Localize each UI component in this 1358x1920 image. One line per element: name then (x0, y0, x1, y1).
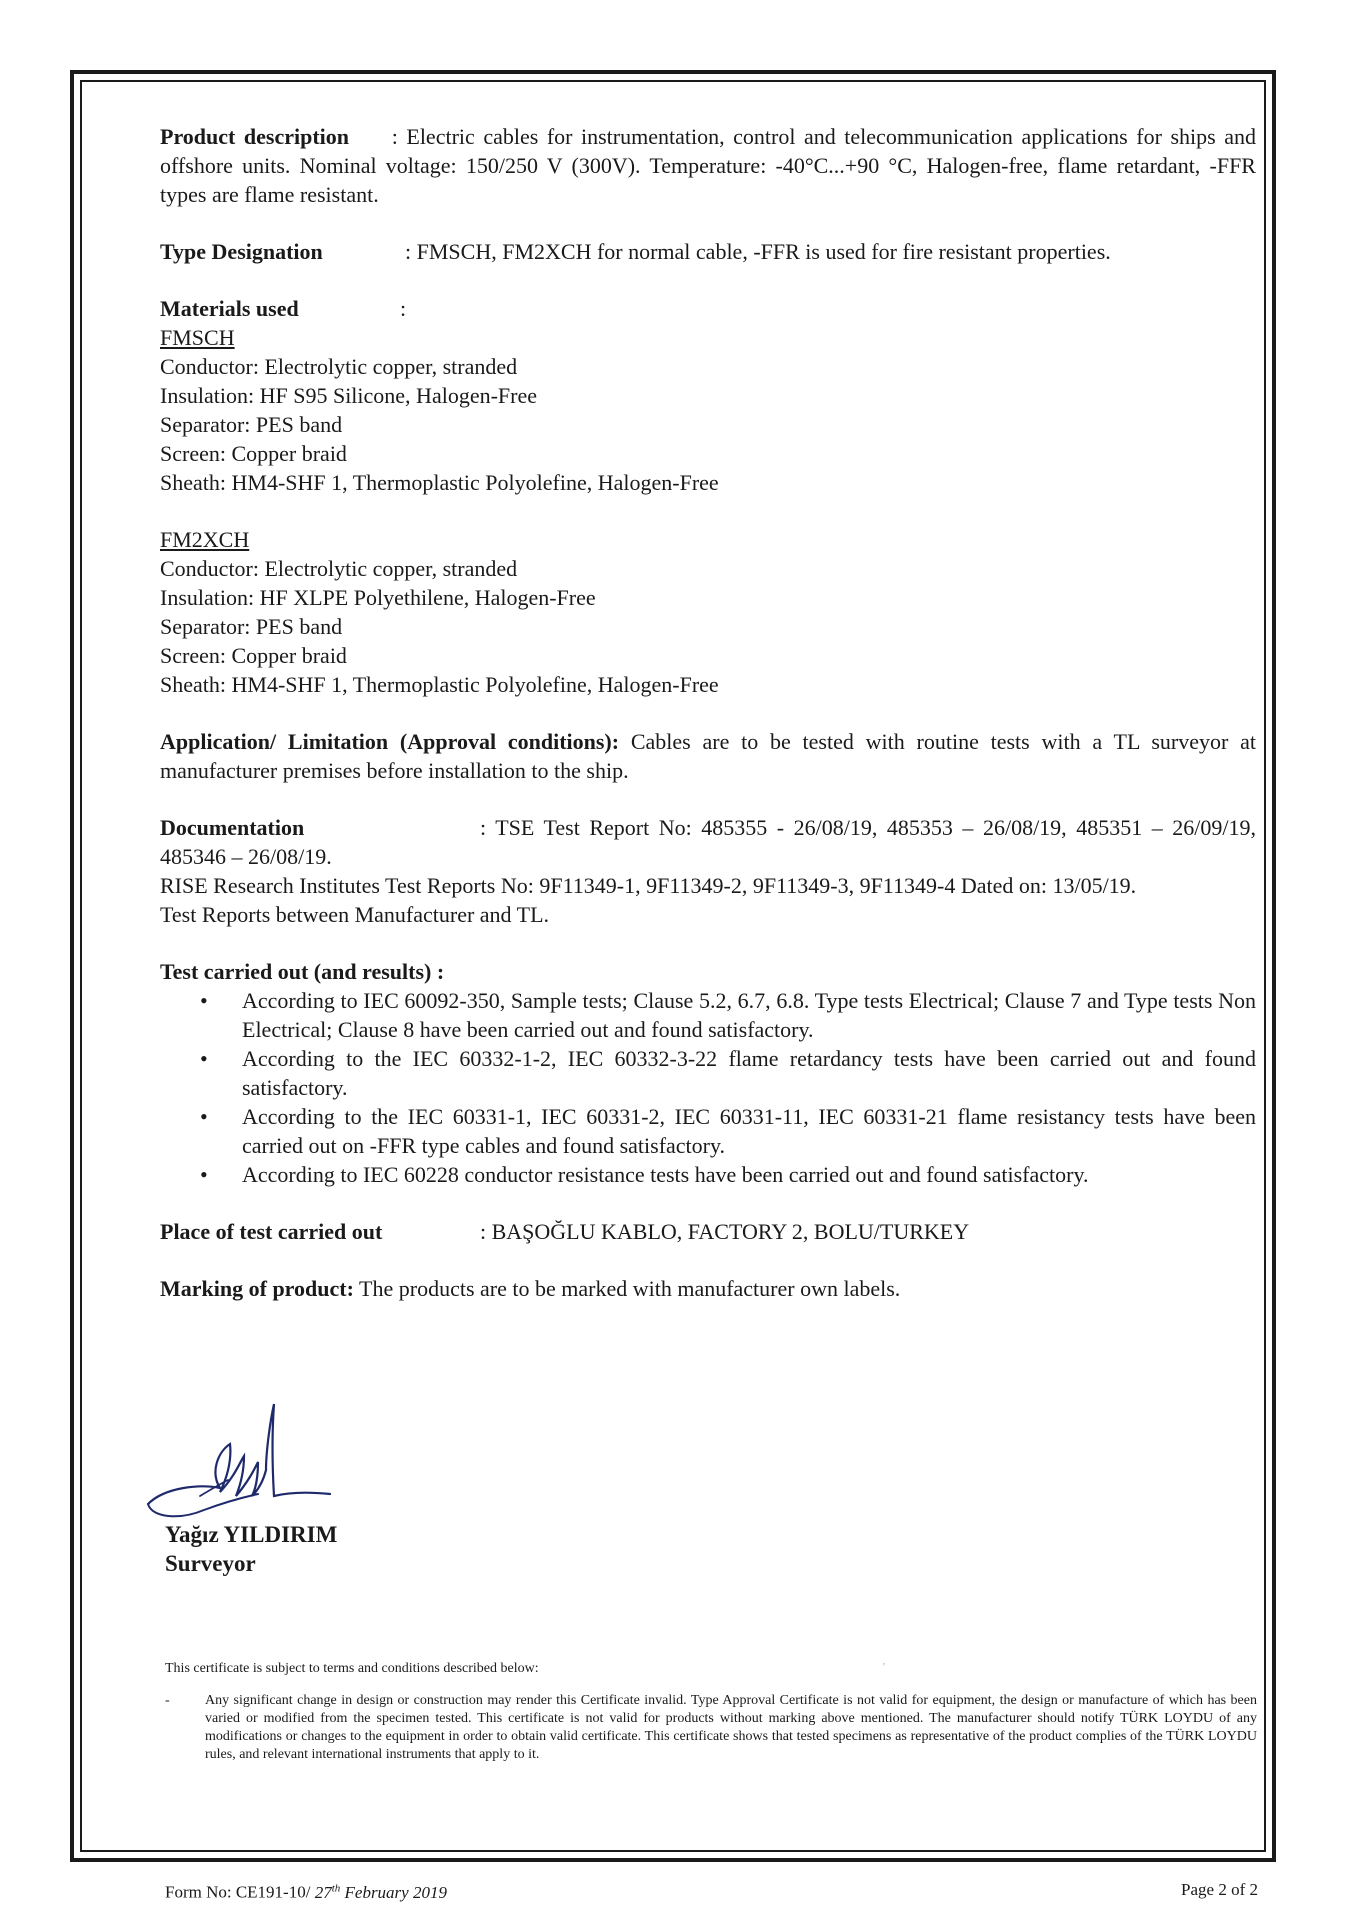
application-text: Cables are to be tested with routine tests with a TL surveyor at manufacturer premises before installation to the ship. (160, 729, 1256, 783)
product-description-text: : Electric cables for instrumentation, control and telecommunication applications for ships and offshore units. Nominal voltage: 150/250 V (300V). Temperature: -40°C...+90 °C, Halogen-free, flame retardant, -FFR types are flame resistant. (160, 124, 1257, 207)
terms-intro: This certificate is subject to terms and conditions described below: (165, 1661, 539, 1676)
terms-item-text: Any significant change in design or construction may render this Certificate invalid. Type Approval Certificate is not valid for equipment, the design or manufacture of which has been varied or modified from the specimen tested. This certificate is not valid for products without marking above mentioned. The manufacturer should notify TÜRK LOYDU of any modifications or changes to the equipment in order to obtain valid certificate. This certificate shows that tested specimens as representative of the product complies of the TÜRK LOYDU rules, and relevant international instruments that apply to it. (205, 1693, 1257, 1762)
application-limitation (160, 727, 1256, 785)
application-label: Application/ Limitation (Approval conditions): (160, 729, 620, 754)
documentation-line2: RISE Research Institutes Test Reports No: 9F11349-1, 9F11349-2, 9F11349-3, 9F11349-4 Dated on: 13/05/19. (160, 873, 1137, 898)
material-line: Separator: PES band (160, 412, 343, 437)
terms-dash: - (165, 1693, 170, 1708)
certificate-body (160, 122, 1256, 1303)
material-line: Conductor: Electrolytic copper, stranded (160, 354, 518, 379)
test-item: • According to IEC 60228 conductor resistance tests have been carried out and found satisfactory. (242, 1160, 1256, 1189)
signer-name: Yağız YILDIRIM (165, 1522, 338, 1547)
material-line: Screen: Copper braid (160, 643, 347, 668)
documentation-label: Documentation (160, 815, 305, 840)
material-line: Sheath: HM4-SHF 1, Thermoplastic Polyolefine, Halogen-Free (160, 672, 719, 697)
documentation-line (160, 813, 1256, 871)
materials-group-name: FM2XCH (160, 527, 250, 552)
materials-group-fmsch (160, 323, 1256, 497)
scan-mark: ' (883, 1662, 885, 1673)
form-date-rest: February 2019 (340, 1882, 447, 1902)
terms-item (165, 1692, 1257, 1764)
form-number-label: Form No: CE191-10/ (165, 1882, 311, 1902)
terms-and-conditions (165, 1660, 1257, 1764)
tests-label: Test carried out (and results) : (160, 959, 445, 984)
materials-group-name: FMSCH (160, 325, 235, 350)
product-description-label: Product description (160, 124, 350, 149)
product-description (160, 122, 1256, 209)
form-date-day: 27 (314, 1882, 332, 1902)
material-line: Insulation: HF XLPE Polyethilene, Halogen-Free (160, 585, 596, 610)
signature (140, 1392, 340, 1532)
materials-label: Materials used (160, 296, 299, 321)
page-number: Page 2 of 2 (1181, 1880, 1258, 1899)
material-line: Screen: Copper braid (160, 441, 347, 466)
materials-group-fm2xch (160, 525, 1256, 699)
material-line: Sheath: HM4-SHF 1, Thermoplastic Polyolefine, Halogen-Free (160, 470, 719, 495)
material-line: Separator: PES band (160, 614, 343, 639)
tests-section (160, 957, 1256, 1189)
marking-text: The products are to be marked with manufacturer own labels. (359, 1276, 901, 1301)
type-designation (160, 237, 1256, 266)
signer-block (165, 1520, 337, 1578)
form-date-suffix: th (331, 1882, 341, 1894)
test-item: • According to the IEC 60331-1, IEC 60331-2, IEC 60331-11, IEC 60331-21 flame resistancy tests have been carried out on -FFR type cables and found satisfactory. (242, 1102, 1256, 1160)
form-number (165, 1882, 447, 1903)
place-label: Place of test carried out (160, 1219, 383, 1244)
material-line: Insulation: HF S95 Silicone, Halogen-Free (160, 383, 538, 408)
signer-title: Surveyor (165, 1551, 256, 1576)
documentation-text: : TSE Test Report No: 485355 - 26/08/19, 485353 – 26/08/19, 485351 – 26/09/19, 485346 – 26/08/19. (160, 815, 1256, 869)
tests-list (160, 986, 1256, 1189)
materials-colon: : (400, 296, 407, 321)
material-line: Conductor: Electrolytic copper, stranded (160, 556, 518, 581)
materials-heading (160, 294, 1256, 323)
type-designation-label: Type Designation (160, 239, 323, 264)
marking-of-product (160, 1274, 1256, 1303)
place-of-test (160, 1217, 1256, 1246)
marking-label: Marking of product: (160, 1276, 354, 1301)
place-text: : BAŞOĞLU KABLO, FACTORY 2, BOLU/TURKEY (480, 1219, 970, 1244)
test-item: • According to the IEC 60332-1-2, IEC 60332-3-22 flame retardancy tests have been carried out and found satisfactory. (242, 1044, 1256, 1102)
documentation-line3: Test Reports between Manufacturer and TL. (160, 902, 550, 927)
test-item: • According to IEC 60092-350, Sample tests; Clause 5.2, 6.7, 6.8. Type tests Electrical; Clause 7 and Type tests Non Electrical; Clause 8 have been carried out and found satisfactory. (242, 986, 1256, 1044)
type-designation-text: : FMSCH, FM2XCH for normal cable, -FFR is used for fire resistant properties. (405, 239, 1111, 264)
documentation (160, 813, 1256, 929)
